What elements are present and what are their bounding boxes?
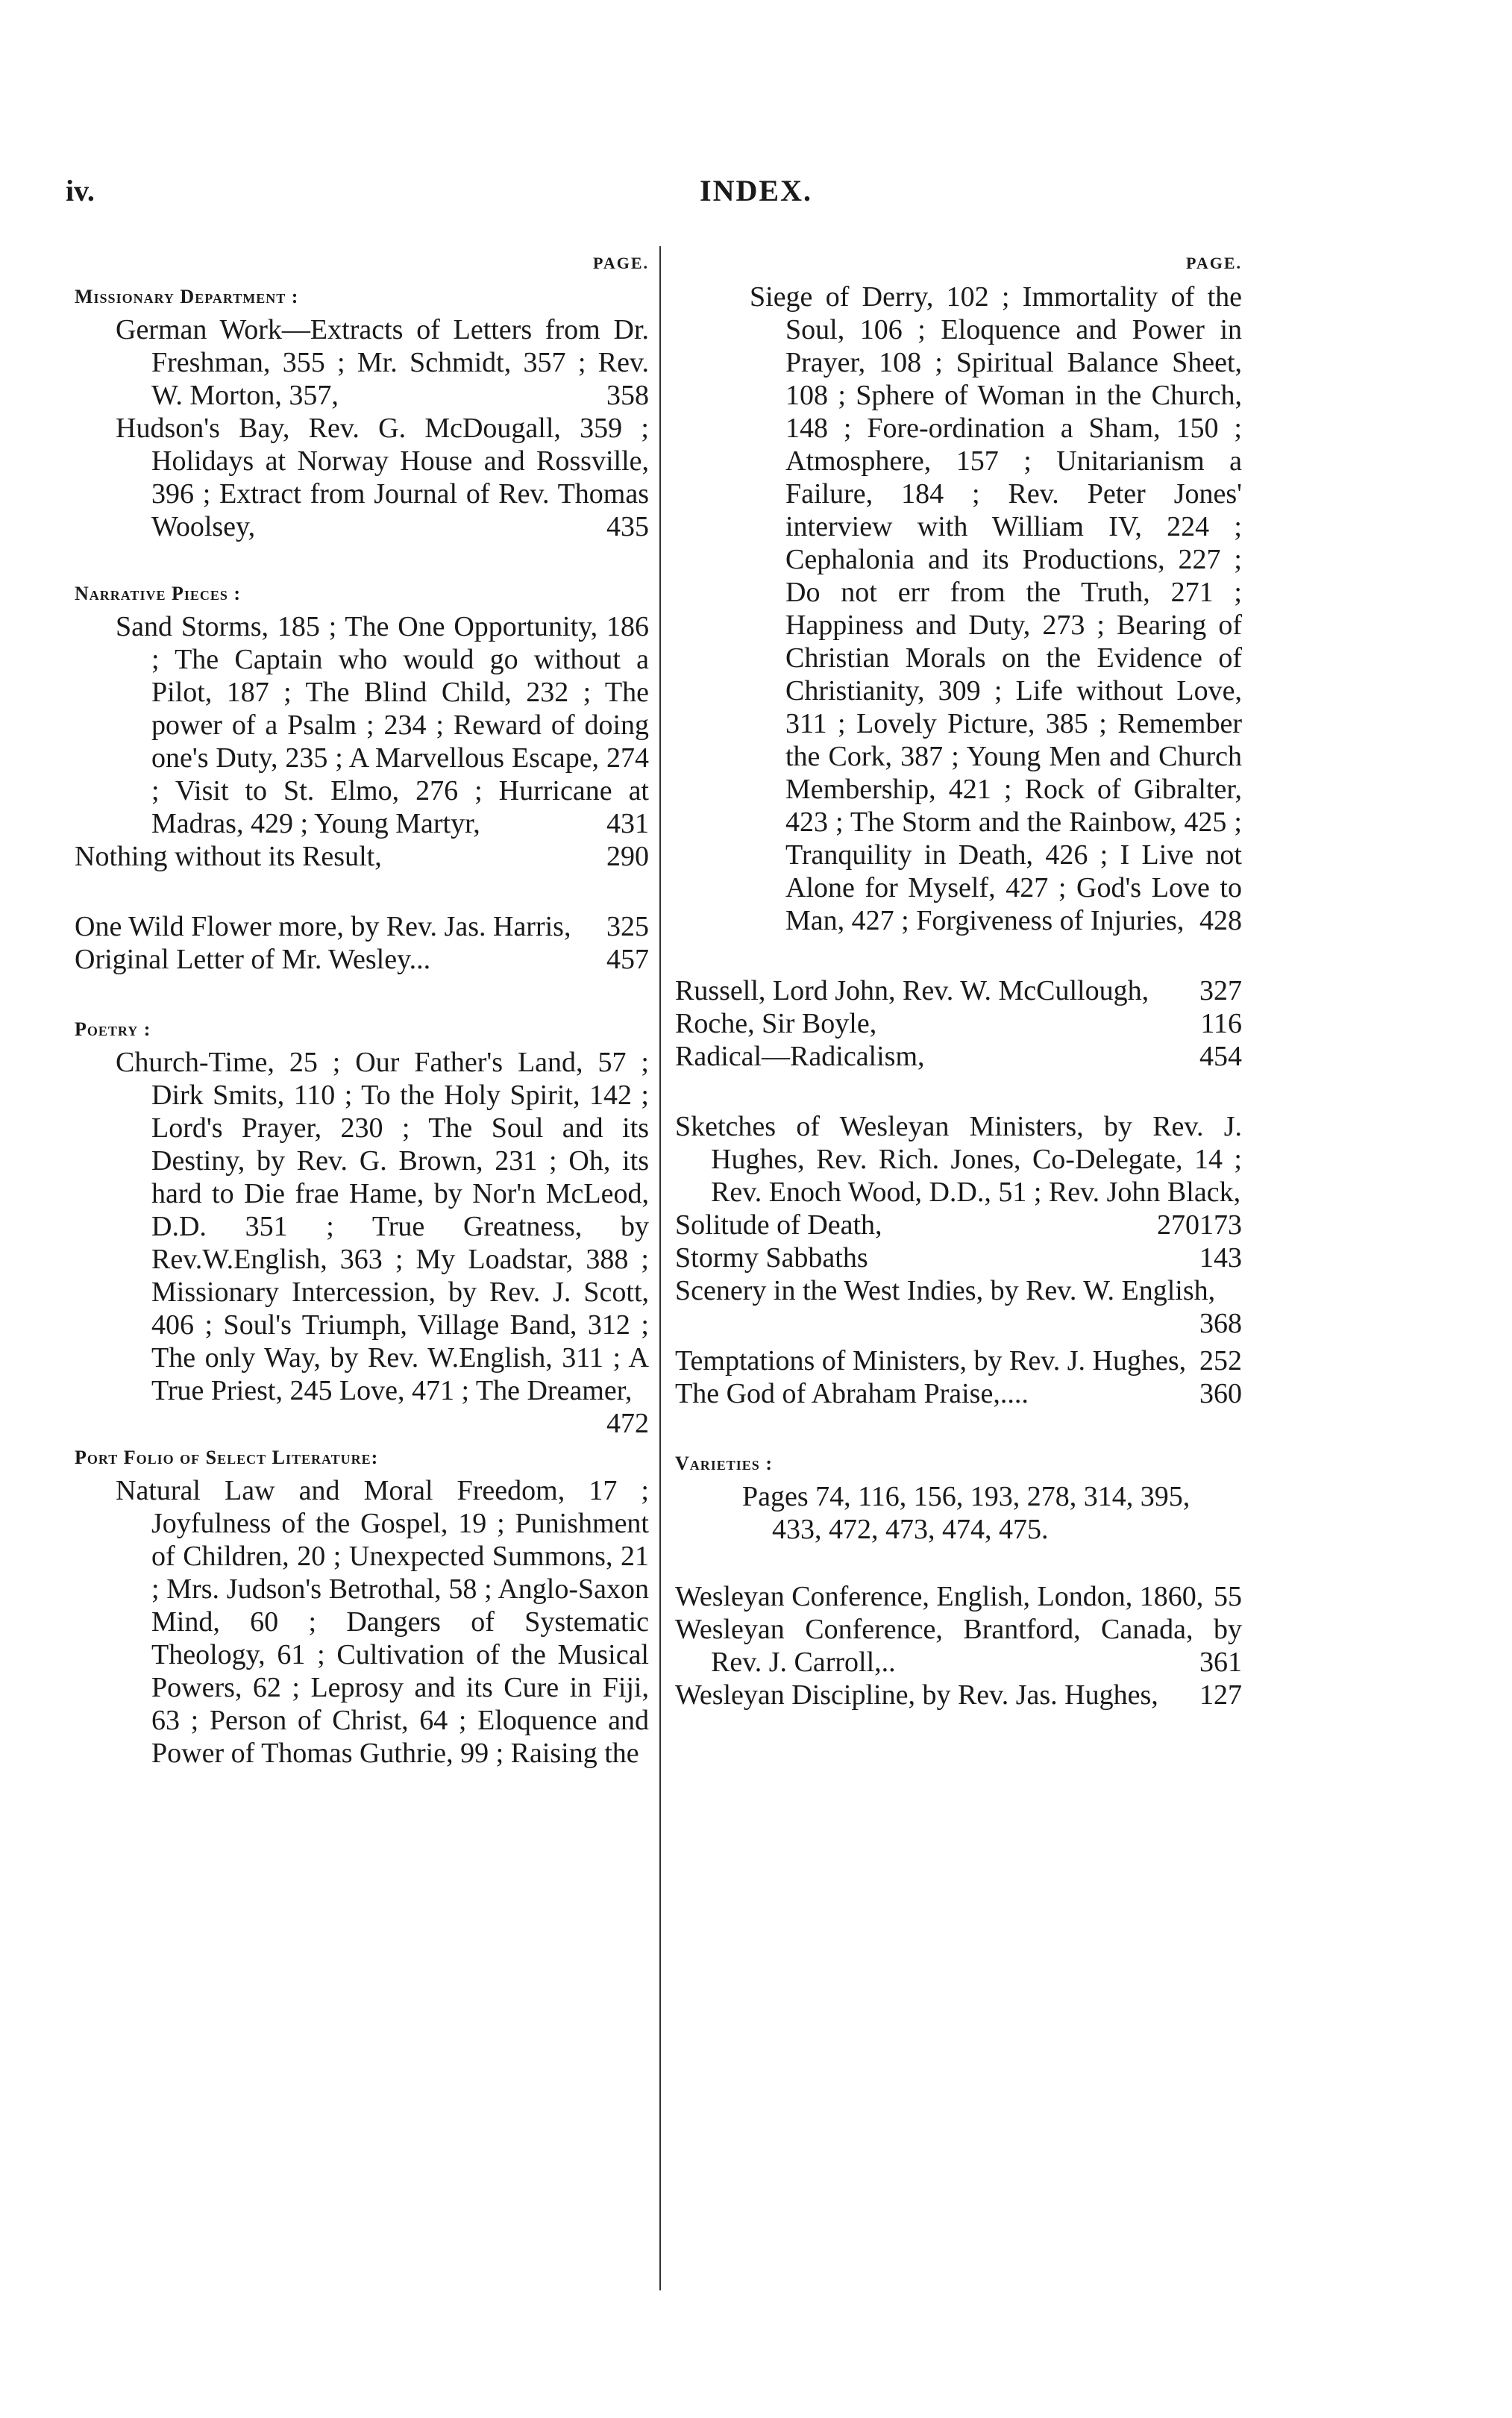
page-ref: 435	[606, 511, 649, 542]
page-ref: 325	[606, 911, 649, 942]
index-entry: Stormy Sabbaths 143	[675, 1242, 1242, 1274]
page-ref: 431	[606, 808, 649, 839]
page-ref: 428	[1199, 905, 1242, 936]
column-heading-right: PAGE.	[1186, 254, 1242, 272]
index-entry: Roche, Sir Boyle, 116	[675, 1008, 1242, 1039]
section-title: Narrative Pieces :	[75, 583, 242, 604]
page-ref: 457	[606, 944, 649, 975]
index-entry: Natural Law and Moral Freedom, 17 ; Joyfulness of the Gospel, 19 ; Punishment of Children, 20 ; Unexpected Summons, 21 ; Mrs. Judson's Betrothal, 58 ; Anglo-Saxon Mind, 60 ; Dangers of Systematic Theology, 61 ; Cultivation of the Musical Powers, 62 ; Leprosy and its Cure in Fiji, 63 ; Person of Christ, 64 ; Eloquence and Power of Thomas Guthrie, 99 ; Raising the	[116, 1475, 649, 1769]
section-title: Varieties :	[675, 1453, 773, 1474]
index-entry: Sand Storms, 185 ; The One Opportunity, 186 ; The Captain who would go without a Pilot, 187 ; The Blind Child, 232 ; The power of a Psalm ; 234 ; Reward of doing one's Duty, 235 ; A Marvellous Escape, 274 ; Visit to St. Elmo, 276 ; Hurricane at Madras, 429 ; Young Martyr, 431	[116, 611, 649, 839]
index-entry: German Work—Extracts of Letters from Dr. Freshman, 355 ; Mr. Schmidt, 357 ; Rev. W. Morton, 357, 358	[116, 314, 649, 411]
index-entry: Solitude of Death, 270	[675, 1209, 1199, 1241]
index-entry: Wesleyan Conference, Brantford, Canada, by Rev. J. Carroll,.. 361	[675, 1614, 1242, 1678]
page-header	[0, 173, 1512, 225]
index-entry: Original Letter of Mr. Wesley... 457	[75, 944, 649, 975]
column-heading-left: PAGE.	[593, 254, 649, 272]
portfolio-section	[75, 1441, 649, 1770]
page-ref: 327	[1199, 975, 1242, 1006]
index-entry: One Wild Flower more, by Rev. Jas. Harris, 325	[75, 911, 649, 942]
right-column	[675, 254, 1242, 1711]
page-ref: 361	[1199, 1647, 1242, 1678]
page-title: INDEX.	[700, 174, 812, 207]
page-ref: 472	[606, 1408, 649, 1439]
page-ref: 252	[1199, 1345, 1242, 1376]
missionary-section	[75, 281, 649, 543]
poetry-section	[75, 1013, 649, 1439]
index-entry: Temptations of Ministers, by Rev. J. Hughes, 252	[675, 1345, 1242, 1376]
page-ref: 143	[1199, 1242, 1242, 1274]
page-ref: 368	[1199, 1308, 1242, 1339]
section-title: Missionary Department :	[75, 286, 299, 307]
page-ref: 116	[1200, 1008, 1242, 1039]
index-entry: Siege of Derry, 102 ; Immortality of the Soul, 106 ; Eloquence and Power in Prayer, 108 ; Spiritual Balance Sheet, 108 ; Sphere of Woman in the Church, 148 ; Fore-ordination a Sham, 150 ; Atmosphere, 157 ; Unitarianism a Failure, 184 ; Rev. Peter Jones' interview with William IV, 224 ; Cephalonia and its Productions, 227 ; Do not err from the Truth, 271 ; Happiness and Duty, 273 ; Bearing of Christian Morals on the Evidence of Christianity, 309 ; Life without Love, 311 ; Lovely Picture, 385 ; Remember the Cork, 387 ; Young Men and Church Membership, 421 ; Rock of Gibralter, 423 ; The Storm and the Rainbow, 425 ; Tranquility in Death, 426 ; I Live not Alone for Myself, 427 ; God's Love to Man, 427 ; Forgiveness of Injuries, 428	[750, 281, 1242, 936]
page-ref: 454	[1199, 1041, 1242, 1072]
page-ref: 55	[1214, 1581, 1242, 1612]
index-entry: Nothing without its Result, 290	[75, 841, 649, 872]
index-entry: Wesleyan Discipline, by Rev. Jas. Hughes, 127	[675, 1679, 1242, 1711]
narrative-section	[75, 577, 649, 840]
page-number: iv.	[66, 174, 95, 207]
page-ref: 270	[1157, 1209, 1199, 1241]
index-entry: Sketches of Wesleyan Ministers, by Rev. J. Hughes, Rev. Rich. Jones, Co-Delegate, 14 ; Rev. Enoch Wood, D.D., 51 ; Rev. John Black, 173	[675, 1111, 1242, 1241]
page-ref: 358	[606, 380, 649, 411]
index-entry: Hudson's Bay, Rev. G. McDougall, 359 ; Holidays at Norway House and Rossville, 396 ; Extract from Journal of Rev. Thomas Woolsey, 435	[116, 413, 649, 542]
varieties-section	[675, 1447, 1242, 1546]
page-ref: 127	[1199, 1679, 1242, 1711]
column-divider	[659, 246, 661, 2290]
index-entry: Russell, Lord John, Rev. W. McCullough, 327	[675, 975, 1242, 1006]
index-entry: The God of Abraham Praise,.... 360	[675, 1378, 1242, 1409]
section-title: Port Folio of Select Literature:	[75, 1447, 379, 1468]
index-entry: Pages 74, 116, 156, 193, 278, 314, 395, 433, 472, 473, 474, 475.	[742, 1481, 1191, 1545]
index-entry: Church-Time, 25 ; Our Father's Land, 57 ; Dirk Smits, 110 ; To the Holy Spirit, 142 ; Lord's Prayer, 230 ; The Soul and its Destiny, by Rev. G. Brown, 231 ; Oh, its hard to Die frae Hame, by Nor'n McLeod, D.D. 351 ; True Greatness, by Rev.W.English, 363 ; My Loadstar, 388 ; Missionary Intercession, by Rev. J. Scott, 406 ; Soul's Triumph, Village Band, 312 ; The only Way, by Rev. W.English, 311 ; A True Priest, 245 Love, 471 ; The Dreamer, 472	[116, 1047, 649, 1439]
page-ref: 360	[1199, 1378, 1242, 1409]
index-entry: Radical—Radicalism, 454	[675, 1041, 1242, 1072]
index-entry: Wesleyan Conference, English, London, 1860, 55	[675, 1581, 1242, 1612]
page-ref: 173	[1199, 1209, 1242, 1241]
page-ref: 290	[606, 841, 649, 872]
index-entry: Scenery in the West Indies, by Rev. W. English, 368	[675, 1275, 1242, 1339]
left-column	[75, 254, 649, 1804]
section-title: Poetry :	[75, 1018, 151, 1040]
